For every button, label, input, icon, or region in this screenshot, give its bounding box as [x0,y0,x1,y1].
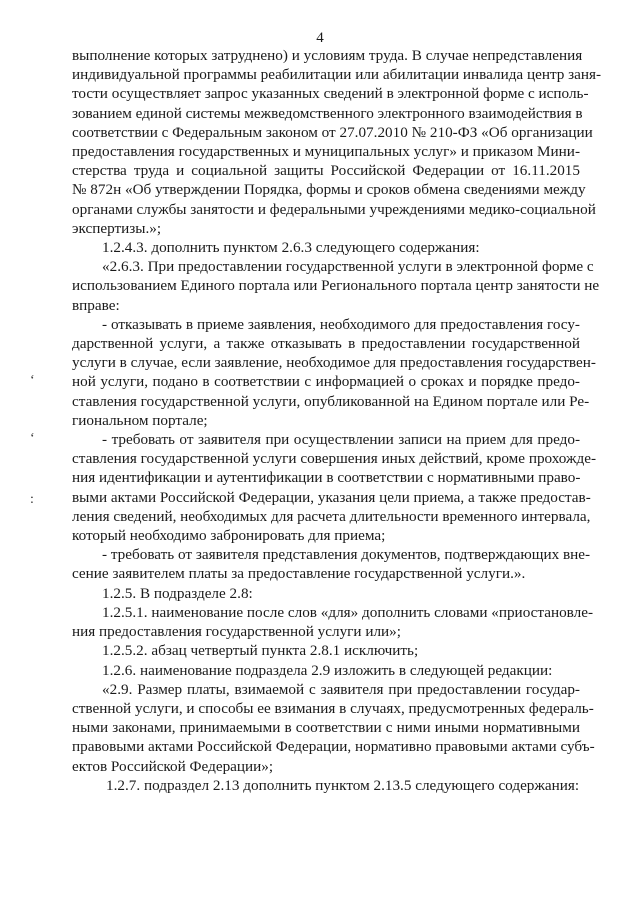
text-line: ления сведений, необходимых для расчета длительности временного интервала, [72,507,591,525]
text-line: экспертизы.»; [72,219,162,237]
text-line: сение заявителем платы за предоставление государственной услуги.». [72,565,526,583]
text-line: тости осуществляет запрос указанных сведений в электронной форме с исполь- [72,85,589,103]
text-line: 1.2.7. подраздел 2.13 дополнить пунктом 2.13.5 следующего содержания: [106,776,580,794]
text-line: ектов Российской Федерации»; [72,757,274,775]
text-line: - отказывать в приеме заявления, необходимого для предоставления госу- [102,315,580,333]
text-line: ния идентификации и аутентификации в соответствии с нормативными право- [72,469,581,487]
text-line: выполнение которых затруднено) и условиям труда. В случае непредставления [72,47,583,64]
text-line: ставления государственной услуги совершения иных действий, кроме прохожде- [72,450,597,468]
text-line: 1.2.5.2. абзац четвертый пункта 2.8.1 исключить; [102,642,419,660]
text-line: предоставления государственных и муниципальных услуг» и приказом Мини- [72,143,580,161]
text-line: ния предоставления государственной услуги или»; [72,623,401,641]
text-line: - требовать от заявителя при осуществлении записи на прием для предо- [102,431,580,449]
margin-mark: : [30,492,34,507]
text-line: 1.2.5.1. наименование после слов «для» дополнить словами «приостановле- [102,603,594,621]
text-line: ставления государственной услуги, опубликованной на Едином портале или Ре- [72,392,590,410]
text-line: зованием единой системы межведомственного электронного взаимодействия в [72,104,583,122]
text-line: выми актами Российской Федерации, указания цели приема, а также предостав- [72,488,591,506]
text-line: ной услуги, подано в соответствии с информацией о сроках и порядке предо- [72,373,580,391]
text-line: 1.2.5. В подразделе 2.8: [102,584,253,602]
text-line: правовыми актами Российской Федерации, нормативно правовыми актами субъ- [72,738,595,756]
document-body [72,46,602,795]
text-line: услуги в случае, если заявление, необходимое для предоставления государствен- [72,354,596,372]
text-line: который необходимо забронировать для приема; [72,527,386,545]
page-number: 4 [316,30,324,46]
text-line: ственной услуги, и способы ее взимания в случаях, предусмотренных федераль- [72,699,594,717]
text-line: органами службы занятости и федеральными учреждениями медико-социальной [72,200,596,218]
text-line: использованием Единого портала или Регионального портала центр занятости не [72,277,600,295]
text-line: индивидуальной программы реабилитации или абилитации инвалида центр заня- [72,66,602,84]
text-line: «2.9. Размер платы, взимаемой с заявителя при предоставлении государ- [102,680,580,698]
text-line: № 872н «Об утверждении Порядка, формы и сроков обмена сведениями между [72,181,586,199]
text-line: «2.6.3. При предоставлении государственной услуги в электронной форме с [102,258,594,276]
text-line: 1.2.4.3. дополнить пунктом 2.6.3 следующего содержания: [102,239,480,257]
text-line: ными законами, принимаемыми в соответствии с ними иными нормативными [72,719,580,737]
margin-mark: ‘ [30,431,35,446]
text-line: соответствии с Федеральным законом от 27.07.2010 № 210-ФЗ «Об организации [72,123,593,141]
text-line: стерства труда и социальной защиты Российской Федерации от 16.11.2015 [72,162,580,180]
text-line: гиональном портале; [72,411,208,429]
margin-mark: ‘ [30,373,35,388]
text-line: 1.2.6. наименование подраздела 2.9 изложить в следующей редакции: [102,661,553,679]
text-line: дарственной услуги, а также отказывать в предоставлении государственной [72,335,580,353]
text-line: вправе: [72,296,120,314]
text-line: - требовать от заявителя представления документов, подтверждающих вне- [102,546,591,564]
